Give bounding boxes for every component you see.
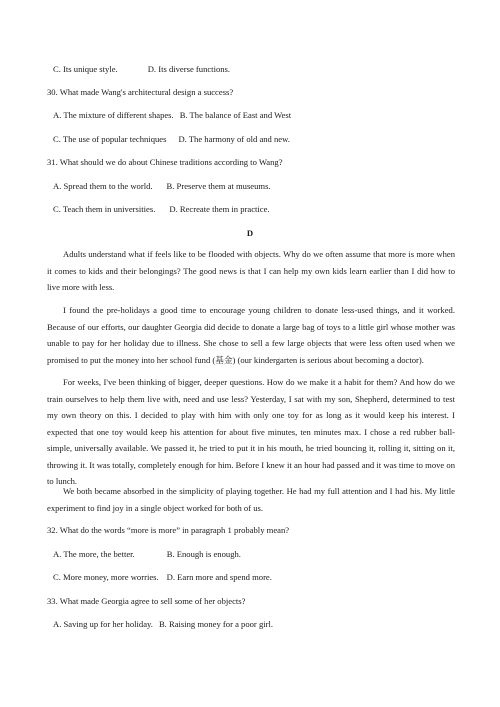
q30-options-row-2 bbox=[53, 134, 290, 145]
q31-options-row-2 bbox=[53, 204, 270, 215]
q29-option-c: C. Its unique style. bbox=[53, 64, 118, 74]
q31-stem: 31. What should we do about Chinese traditions according to Wang? bbox=[47, 157, 283, 167]
q30-option-d: D. The harmony of old and new. bbox=[178, 134, 290, 144]
q30-option-c: C. The use of popular techniques bbox=[53, 134, 167, 144]
q30-options-row-1 bbox=[53, 110, 291, 121]
q31-option-d: D. Recreate them in practice. bbox=[169, 204, 270, 214]
q32-stem: 32. What do the words “more is more” in paragraph 1 probably mean? bbox=[47, 525, 290, 535]
q33-options-row-1 bbox=[53, 619, 273, 630]
q32-option-c: C. More money, more worries. bbox=[53, 572, 159, 582]
q31-option-c: C. Teach them in universities. bbox=[53, 204, 156, 214]
passage-paragraph-4: We both became absorbed in the simplicity of playing together. He had my full attention and I had his. My little experiment to find joy in a single object worked for both of us. bbox=[47, 486, 455, 513]
q29-options-row bbox=[53, 64, 230, 75]
section-heading: D bbox=[246, 228, 254, 238]
q31-option-b: B. Preserve them at museums. bbox=[166, 181, 271, 191]
q32-options-row-2 bbox=[53, 572, 272, 583]
q31-option-a: A. Spread them to the world. bbox=[53, 181, 153, 191]
q32-option-d: D. Earn more and spend more. bbox=[166, 572, 272, 582]
passage-paragraph-3: For weeks, I've been thinking of bigger, deeper questions. How do we make it a habit for them? And how do we train ourselves to help them live with, need and use less? Yesterday, I sat with my son, Shepherd, determined to test my own theory on this. I decided to play with him with only one toy for as long as it would keep his interest. I expected that one toy would keep his attention for about five minutes, ten minutes max. I chose a red rubber ball-simple, universally available. We passed it, he tried to put it in his mouth, he tried bouncing it, rolling it, sitting on it, throwing it. It was totally, completely enough for him. Before I knew it an hour had passed and it was time to move on to lunch. bbox=[47, 377, 455, 486]
q33-stem: 33. What made Georgia agree to sell some of her objects? bbox=[47, 596, 246, 606]
q30-option-a: A. The mixture of different shapes. bbox=[53, 110, 174, 120]
q33-option-a: A. Saving up for her holiday. bbox=[53, 619, 153, 629]
q32-option-b: B. Enough is enough. bbox=[166, 549, 241, 559]
passage-paragraph-2: I found the pre-holidays a good time to encourage young children to donate less-used things, and it worked. Because of our efforts, our daughter Georgia did decide to donate a large bag of toys to a little girl whose mother was unable to pay for her holiday due to illness. She chose to sell a few large objects that were less often used when we promised to put the money into her school fund (基金) (our kindergarten is serious about becoming a doctor). bbox=[47, 305, 455, 365]
q29-option-d: D. Its diverse functions. bbox=[147, 64, 231, 74]
q32-option-a: A. The more, the better. bbox=[53, 549, 135, 559]
q31-options-row-1 bbox=[53, 181, 271, 192]
q33-option-b: B. Raising money for a poor girl. bbox=[158, 619, 274, 629]
q30-option-b: B. The balance of East and West bbox=[179, 110, 292, 120]
q30-stem: 30. What made Wang's architectural design a success? bbox=[47, 87, 234, 97]
q32-options-row-1 bbox=[53, 549, 241, 560]
passage-paragraph-1: Adults understand what if feels like to be flooded with objects. Why do we often assume that more is more when it comes to kids and their belongings? The good news is that I can help my own kids learn earlier than I did how to live more with less. bbox=[47, 249, 455, 292]
